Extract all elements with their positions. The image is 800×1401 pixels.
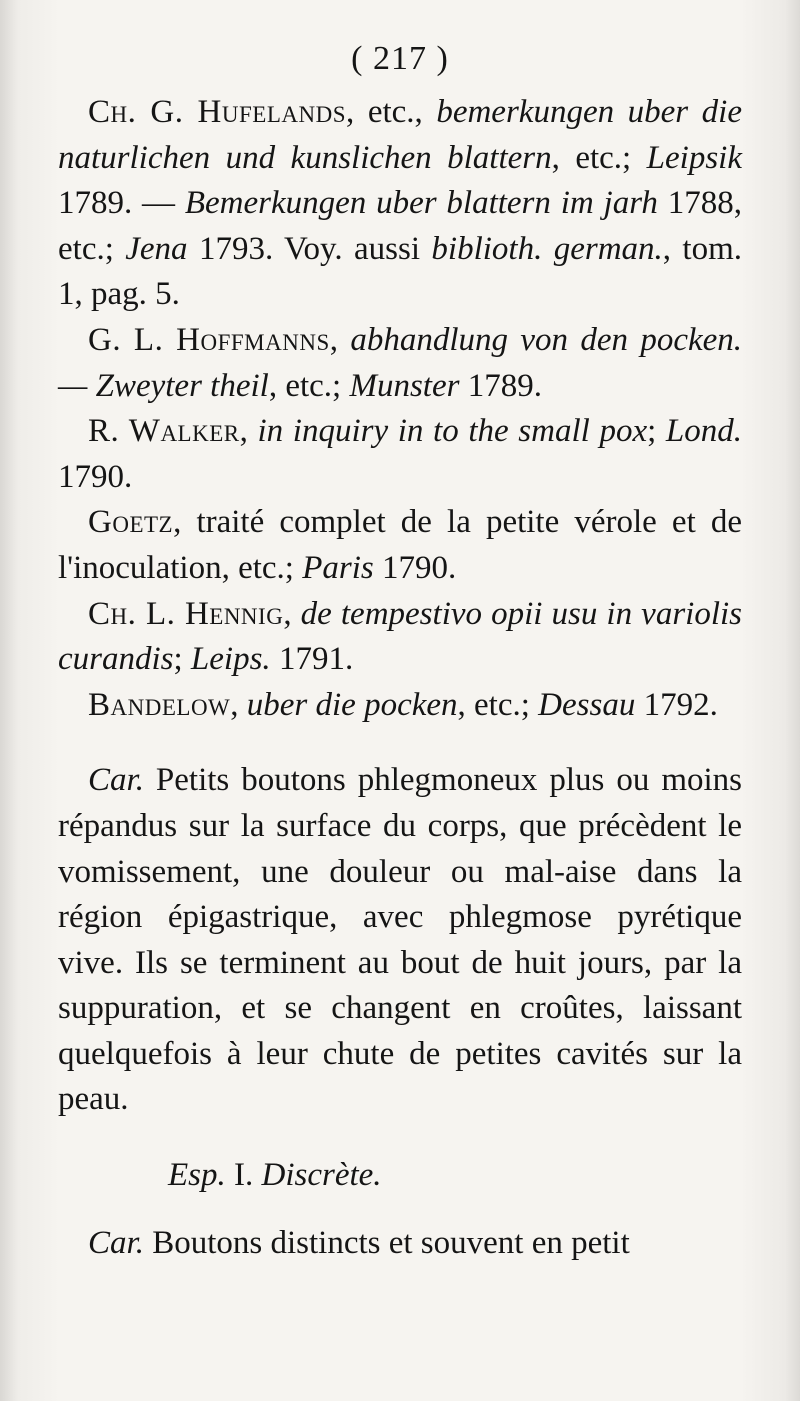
ref-author: Bandelow [88, 686, 231, 723]
ref-title: bemerkungen uber die naturlichen und kunslichen blattern [58, 94, 742, 176]
species-heading [58, 1153, 742, 1199]
ref-place: Dessau [538, 686, 636, 723]
ref-author: R. Walker [88, 413, 240, 450]
ref-title: in inquiry in to the small pox [257, 413, 648, 450]
reference-goetz [58, 500, 742, 591]
species-name: Discrète. [253, 1157, 382, 1194]
ref-title: uber die pocken [246, 686, 458, 723]
spacer [58, 1123, 742, 1153]
ref-text: 1790. [373, 549, 457, 586]
ref-title: Bemerkungen uber blattern im jarh [184, 185, 658, 222]
ref-title: de tempestivo opii usu in variolis curandis [58, 595, 743, 678]
reference-bandelow [58, 683, 742, 729]
ref-place: Leips. [190, 641, 271, 678]
species-label: Esp. [168, 1157, 226, 1194]
ref-text: 1791. [270, 641, 354, 678]
page-body [58, 90, 742, 1266]
reference-hennig [58, 592, 742, 683]
species-character-text: Boutons distincts et souvent en petit [143, 1224, 630, 1261]
ref-text: ; [173, 641, 191, 678]
reference-hoffmanns [58, 318, 742, 409]
ref-title: abhandlung von den pocken. — Zweyter theil [58, 321, 743, 404]
ref-place: Munster [349, 367, 460, 404]
ref-text: , etc.; [268, 367, 350, 404]
ref-text: , tom. 1, pag. 5. [58, 230, 742, 313]
character-text: Petits boutons phlegmoneux plus ou moins répandus sur la surface du corps, que précèdent le vomissement, une douleur ou mal-aise dans la région épigastrique, avec phlegmose pyrétique vive. Ils se terminent au bout de huit jours, par la suppuration, et se changent en croûtes, laissant quelquefois à leur chute de petites cavités sur la peau. [58, 762, 742, 1118]
character-paragraph [58, 758, 742, 1123]
ref-text: 1792. [635, 686, 718, 723]
ref-text: 1793. Voy. aussi [187, 230, 432, 267]
spacer [58, 1199, 742, 1221]
ref-text: , traité complet de la petite vérole et de l'inoculation, etc.; [58, 504, 742, 586]
ref-text: ; [647, 413, 666, 450]
ref-place: Lond. [665, 413, 743, 450]
page-number: ( 217 ) [351, 40, 449, 77]
ref-place: Paris [302, 549, 374, 586]
ref-text: , [239, 413, 258, 450]
species-character-paragraph [58, 1221, 742, 1267]
reference-walker [58, 409, 742, 500]
ref-text: 1789. — [58, 185, 185, 222]
species-character-label: Car. [88, 1224, 144, 1261]
character-label: Car. [88, 762, 144, 799]
ref-author: Goetz [88, 504, 174, 541]
ref-text: 1789. [459, 367, 542, 404]
ref-author: Ch. L. Hennig [88, 595, 284, 632]
ref-text: , etc., [346, 94, 437, 130]
ref-place: Jena [125, 230, 188, 267]
ref-place: Leipsik [646, 139, 742, 176]
ref-text: , etc.; [457, 686, 539, 723]
ref-text: , [283, 595, 301, 632]
ref-text: , [230, 686, 247, 723]
ref-author: Ch. G. Hufelands [88, 94, 347, 130]
ref-text: , etc.; [551, 139, 647, 176]
ref-author: G. L. Hoffmanns [88, 321, 330, 358]
spacer [58, 728, 742, 758]
species-number: I. [225, 1157, 254, 1194]
reference-hufelands [58, 90, 742, 318]
ref-text: 1788, etc.; [58, 185, 742, 267]
ref-title: biblioth. german. [431, 230, 663, 267]
ref-text: , [329, 321, 351, 358]
ref-text: 1790. [58, 458, 133, 495]
